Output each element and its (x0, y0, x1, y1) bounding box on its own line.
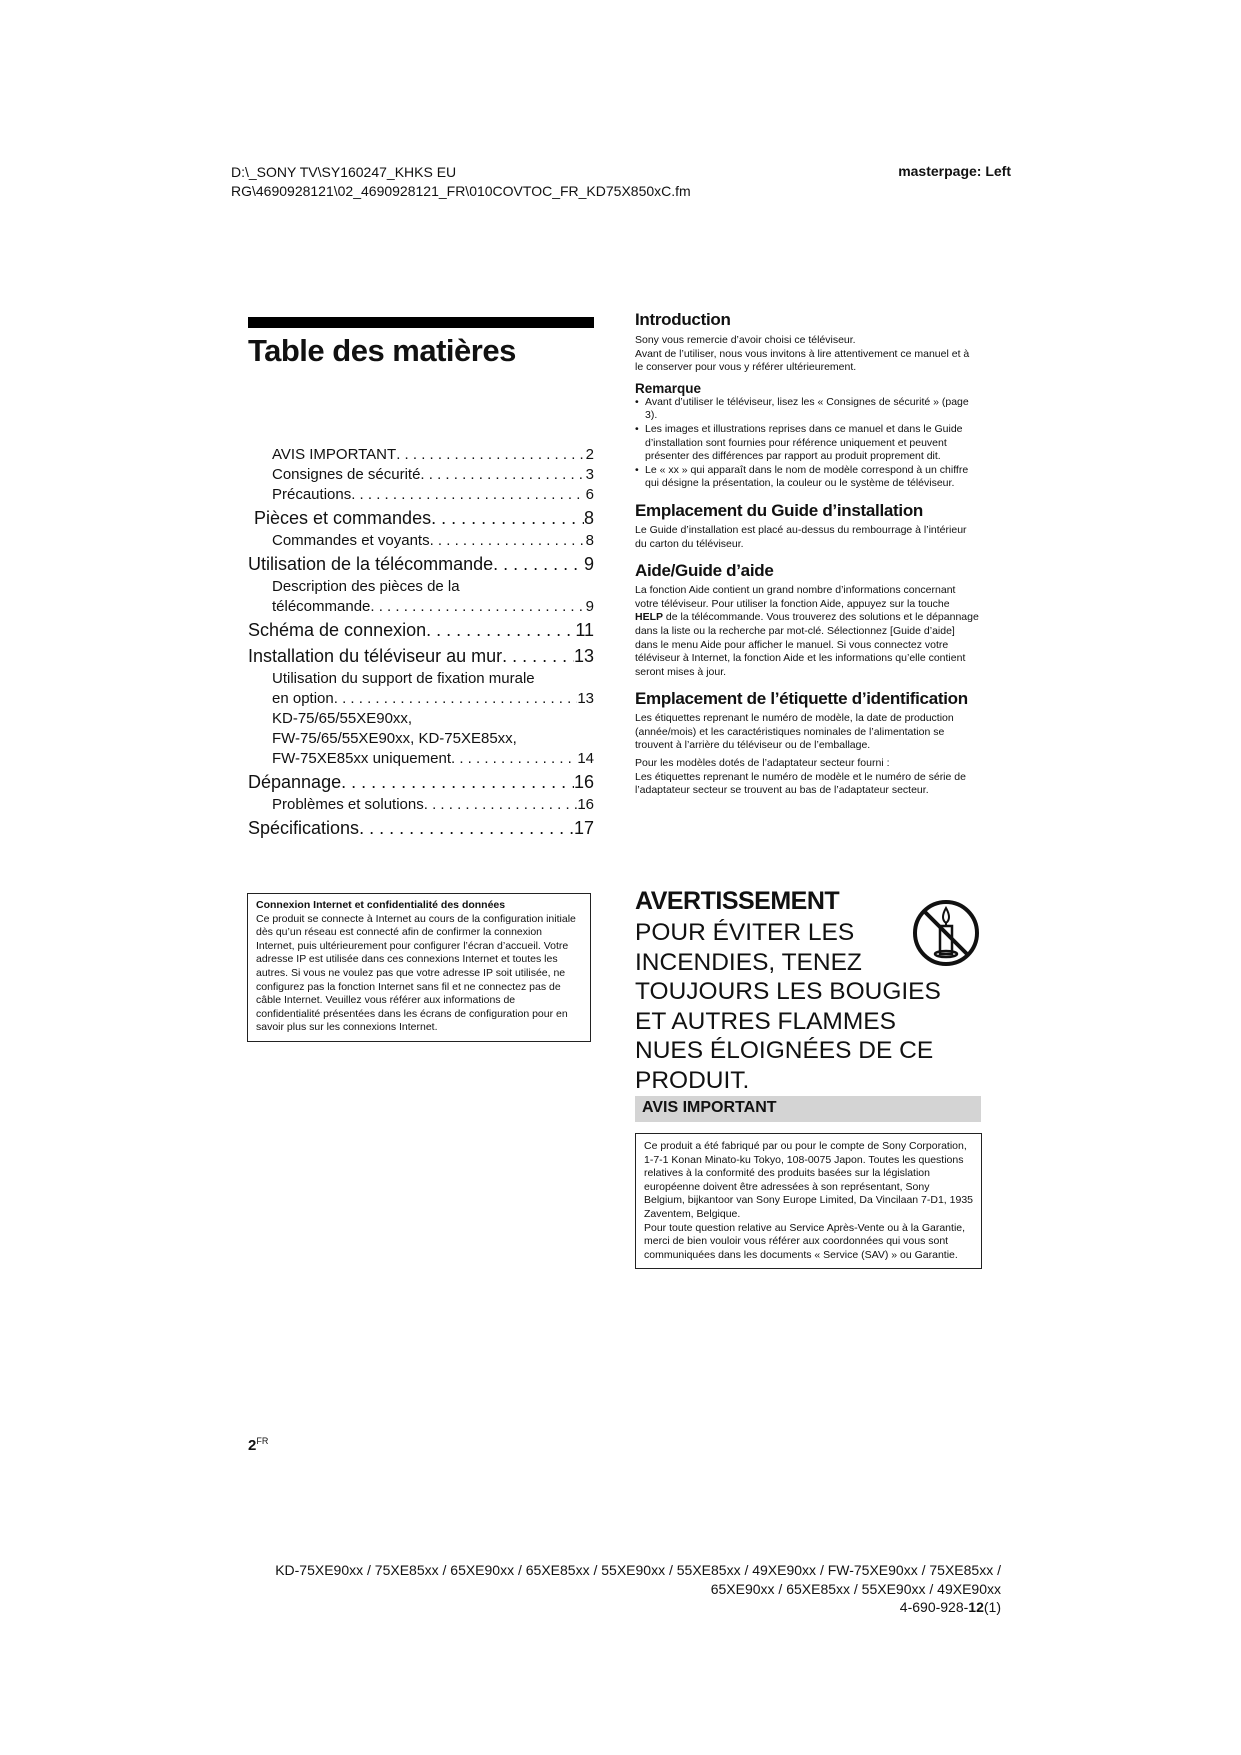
help-key: HELP (635, 611, 664, 624)
avis-important-label: AVIS IMPORTANT (642, 1099, 777, 1116)
remark-bullet: • Avant d’utiliser le téléviseur, lisez les « Consignes de sécurité » (page 3). (635, 396, 980, 423)
toc-entry[interactable]: Installation du téléviseur au mur . . . 13 (248, 643, 594, 669)
no-candle-icon (911, 898, 981, 968)
file-path-line1: D:\_SONY TV\SY160247_KHKS EU (231, 164, 457, 180)
toc-entry-text: FW-75/65/55XE90xx, KD-75XE85xx, (272, 730, 517, 747)
toc-entry-text: Utilisation du support de fixation murale (272, 670, 535, 687)
intro-p2: Avant de l’utiliser, nous vous invitons à lire attentivement ce manuel et à le conserver pour vous y référer ultérieurement. (635, 347, 970, 374)
file-path-line2: RG\4690928121\02_4690928121_FR\010COVTOC_FR_KD75X850xC.fm (231, 183, 691, 199)
toc-entry[interactable]: en option . . . 13 (248, 689, 594, 709)
label-location-p2: Pour les modèles dotés de l’adaptateur secteur fourni : (635, 757, 890, 770)
model-list-line1: KD-75XE90xx / 75XE85xx / 65XE90xx / 65XE85xx / 55XE90xx / 55XE85xx / 49XE90xx / FW-75XE90xx / 75XE85xx / (275, 1562, 1001, 1578)
toc-entry[interactable]: Précautions . . . 6 (248, 485, 594, 505)
toc-entry[interactable]: télécommande . . . 9 (248, 597, 594, 617)
toc-entry[interactable]: Schéma de connexion . . . 11 (248, 617, 594, 643)
toc-title-bar (248, 317, 594, 328)
privacy-notice-box (247, 893, 591, 1042)
sony-notice-p1: Ce produit a été fabriqué par ou pour le compte de Sony Corporation, 1-7-1 Konan Minato-ku Tokyo, 108-0075 Japon. Toutes les questions relatives à la conformité des produits basées sur la législation européenne doivent être adressées à son représentant, Sony Belgium, bijkantoor van Sony Europe Limited, Da Vincilaan 7-D1, 1935 Zaventem, Belgique. (644, 1140, 973, 1220)
toc-entry-text: Description des pièces de la (272, 578, 460, 595)
remark-bullet: • Le « xx » qui apparaît dans le nom de modèle correspond à un chiffre qui désigne la présentation, la couleur ou le système de téléviseur. (635, 464, 980, 491)
toc-entry[interactable]: Spécifications . . . 17 (248, 815, 594, 841)
warning-heading: AVERTISSEMENT (635, 887, 840, 915)
help-heading: Aide/Guide d’aide (635, 561, 774, 581)
toc-entry[interactable]: Utilisation de la télécommande . . . 9 (248, 551, 594, 577)
toc-entry[interactable]: AVIS IMPORTANT . . . 2 (248, 445, 594, 465)
toc-entry[interactable]: Problèmes et solutions . . . 16 (248, 795, 594, 815)
intro-p1: Sony vous remercie d’avoir choisi ce téléviseur. (635, 334, 856, 346)
remark-heading: Remarque (635, 380, 702, 396)
label-location-p1: Les étiquettes reprenant le numéro de modèle, la date de production (année/mois) et les caractéristiques nominales de l’alimentation se trouvent à l’arrière du téléviseur ou de l’emballage. (635, 712, 954, 752)
toc-entry-text: KD-75/65/55XE90xx, (272, 710, 413, 727)
file-path (231, 163, 691, 201)
install-guide-body: Le Guide d’installation est placé au-dessus du rembourrage à l’intérieur du carton du téléviseur. (635, 523, 967, 550)
privacy-body: Ce produit se connecte à Internet au cours de la configuration initiale dès qu’un réseau est connecté afin de confirmer la connexion Internet, puis ultérieurement pour configurer l’écran d’accueil. Votre adresse IP est utilisée dans ces connexions Internet et toutes les autres. Si vous ne voulez pas que votre adresse IP soit utilisée, ne configurez pas la fonction Internet sans fil et ne connectez pas de câble Internet. Veuillez vous référer aux informations de confidentialité présentées dans les écrans de configuration pour en savoir plus sur les connexions Internet. (256, 912, 576, 1034)
warning-body: POUR ÉVITER LES INCENDIES, TENEZ TOUJOURS LES BOUGIES ET AUTRES FLAMMES NUES ÉLOIGNÉES DE CE PRODUIT. (635, 919, 941, 1094)
toc-entry[interactable]: Consignes de sécurité . . . 3 (248, 465, 594, 485)
sony-notice-p2: Pour toute question relative au Service Après-Vente ou à la Garantie, merci de bien vouloir vous référer aux coordonnées qui vous sont communiquées dans les documents « Service (SAV) » ou Garantie. (644, 1221, 966, 1261)
model-list (201, 1561, 1001, 1617)
toc-entry[interactable]: Pièces et commandes . . . 8 (248, 505, 594, 531)
install-guide-heading: Emplacement du Guide d’installation (635, 500, 923, 520)
toc-entry[interactable]: Dépannage . . . 16 (248, 769, 594, 795)
part-code: 4-690-928-12(1) (899, 1599, 1001, 1615)
privacy-heading: Connexion Internet et confidentialité des données (256, 899, 506, 911)
page-number: $2^{FR}$ (248, 1436, 269, 1454)
sony-notice-box (635, 1133, 982, 1269)
toc-title: Table des matières (248, 333, 516, 368)
right-column (635, 310, 980, 798)
help-body: La fonction Aide contient un grand nombre d’informations concernant votre téléviseur. Pour utiliser la fonction Aide, appuyez sur la touche HELP de la télécommande. Vous trouverez des solutions et le dépannage dans la liste ou la recherche par mot-clé. Sélectionnez [Guide d’aide] dans le menu Aide pour afficher le manuel. Si vous connectez votre téléviseur à Internet, la fonction Aide et les informations qu’elle contient seront mises à jour. (635, 584, 979, 678)
model-list-line2: 65XE90xx / 65XE85xx / 55XE90xx / 49XE90xx (710, 1580, 1001, 1597)
label-location-heading: Emplacement de l’étiquette d’identification (635, 689, 968, 709)
masterpage-label: masterpage: Left (898, 163, 1011, 179)
toc-entry[interactable]: FW-75XE85xx uniquement . . . 14 (248, 749, 594, 769)
toc-entry[interactable]: Commandes et voyants . . . 8 (248, 531, 594, 551)
toc-list (248, 445, 594, 841)
remark-bullet: • Les images et illustrations reprises dans ce manuel et dans le Guide d’installation sont fournies pour référence uniquement et peuvent présenter des différences par rapport au produit proprement dit. (635, 423, 980, 464)
intro-heading: Introduction (635, 310, 731, 329)
label-location-p3: Les étiquettes reprenant le numéro de modèle et le numéro de série de l’adaptateur secteur se trouvent au bas de l’adaptateur secteur. (635, 770, 966, 797)
